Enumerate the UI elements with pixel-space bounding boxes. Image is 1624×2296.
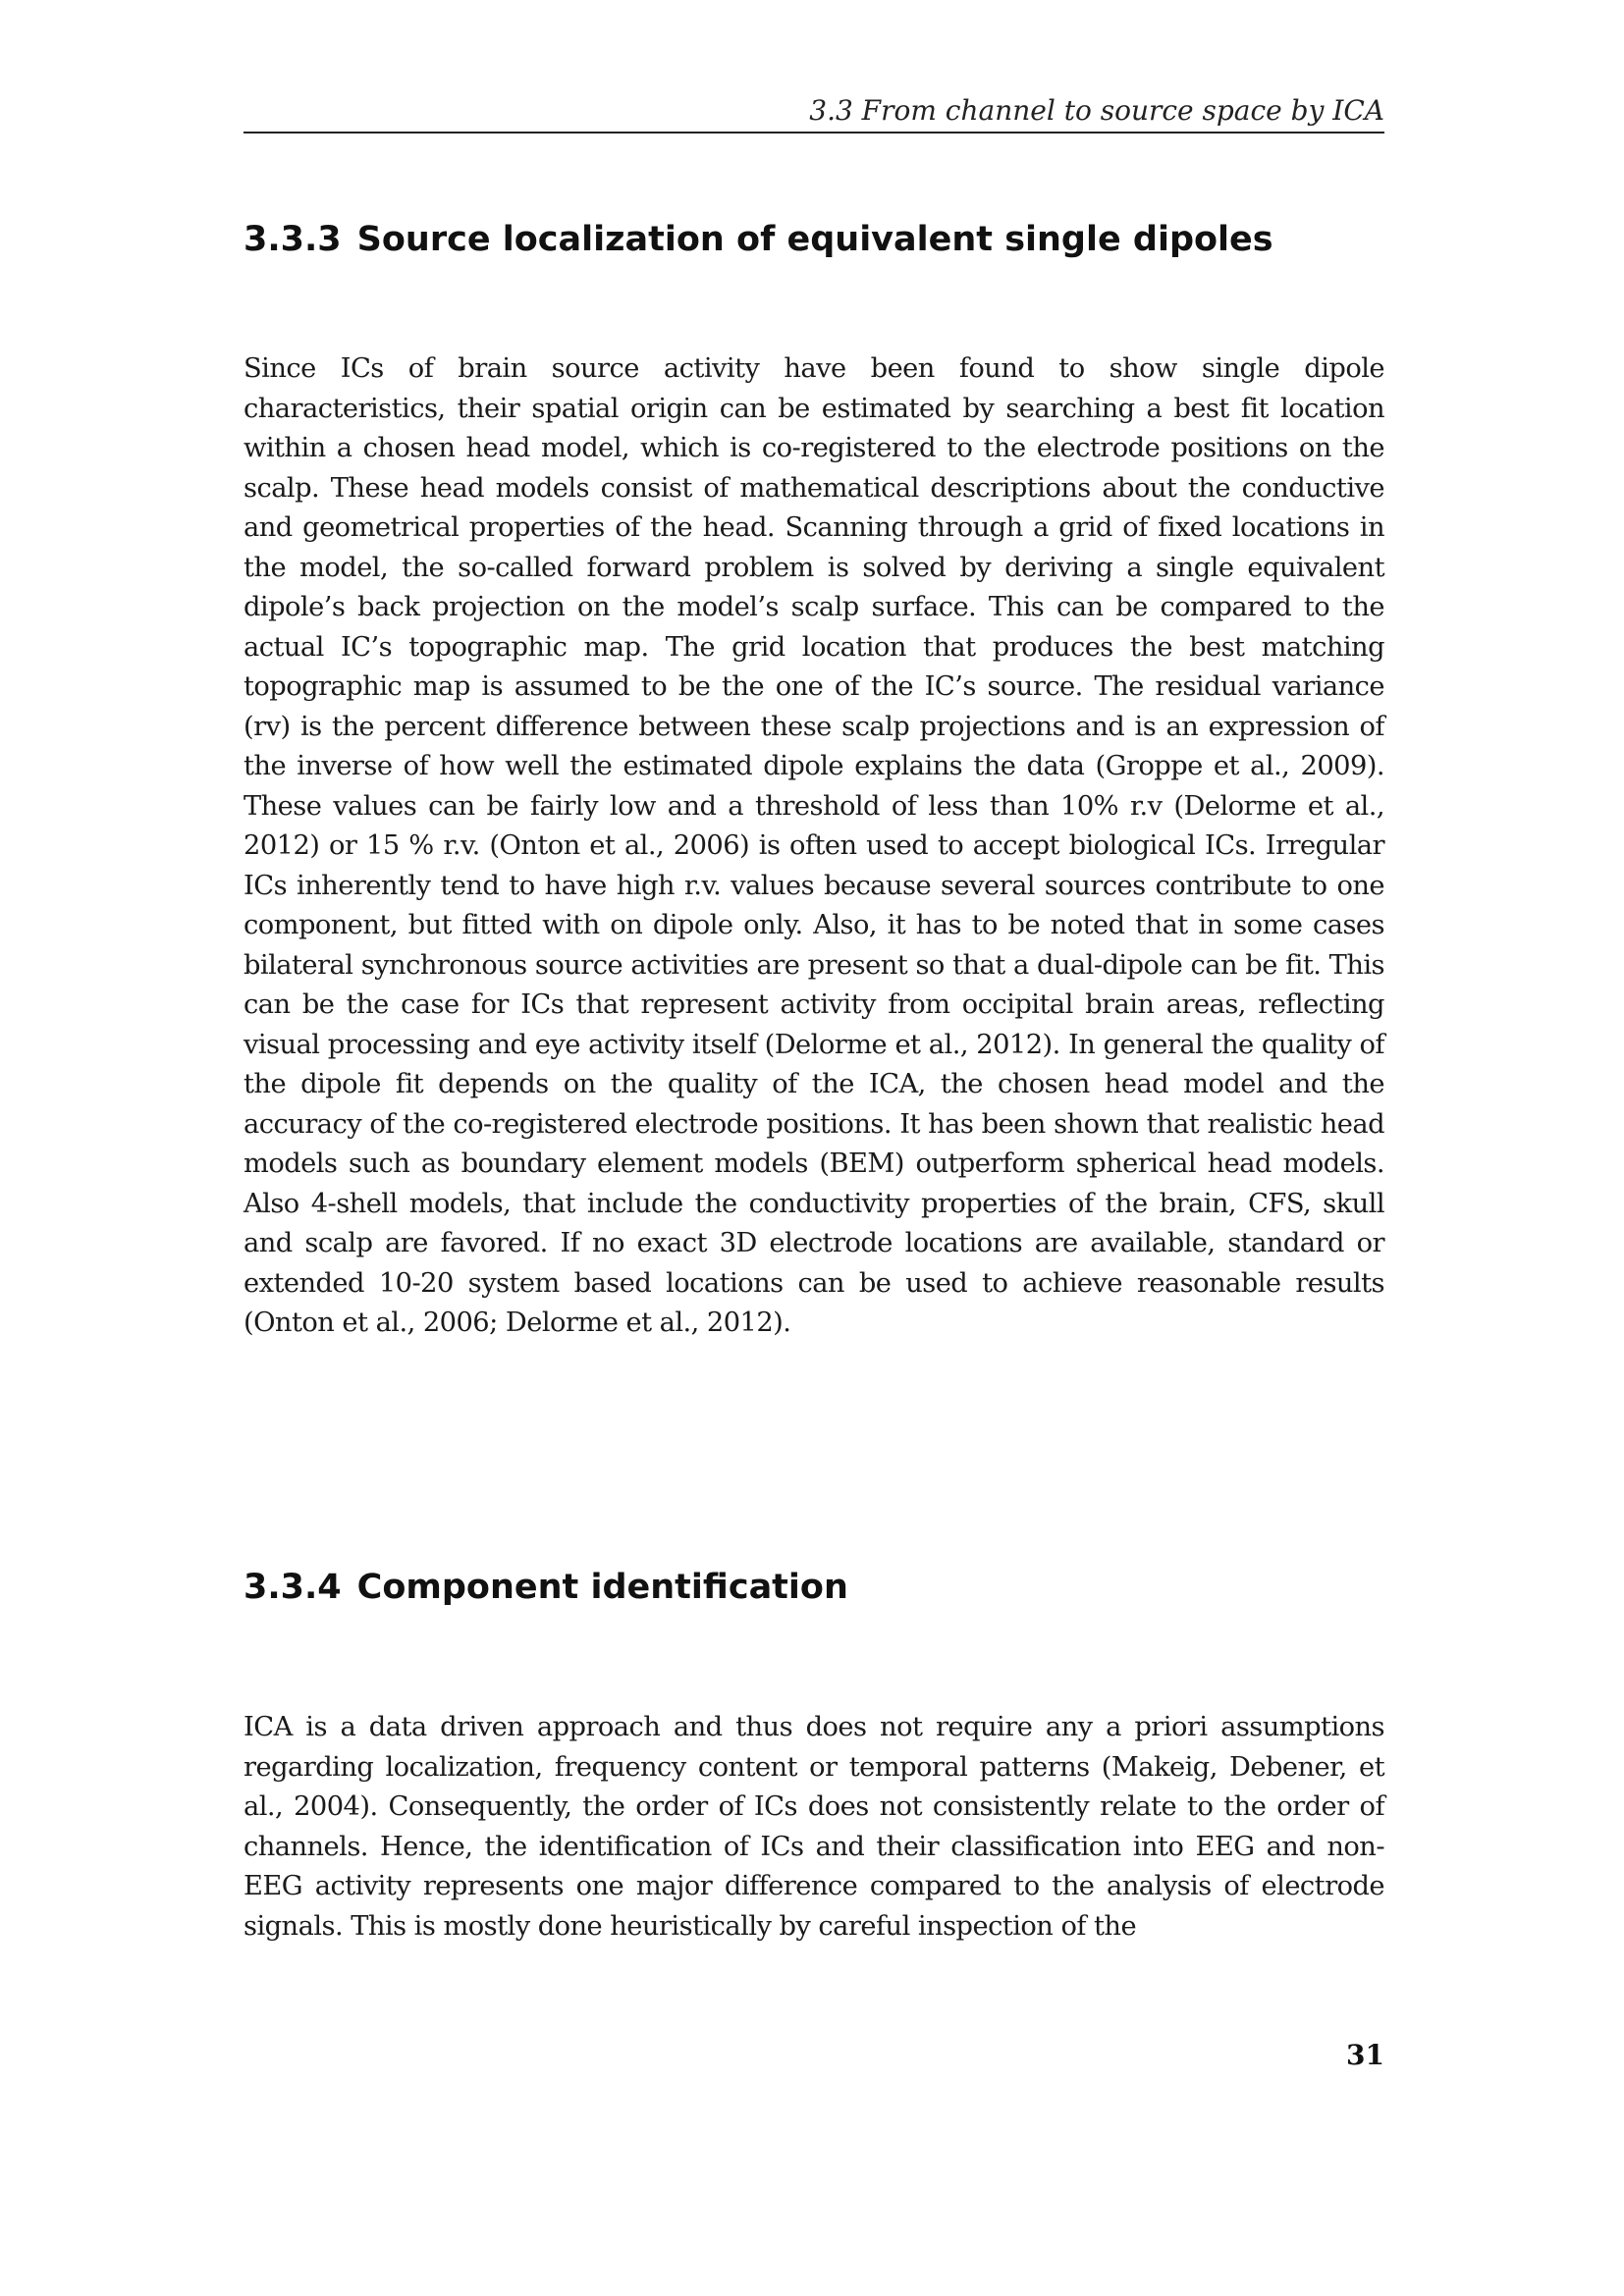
page-number: 31 bbox=[1346, 2039, 1384, 2071]
running-header-title: 3.3 From channel to source space by ICA bbox=[809, 94, 1384, 127]
section-heading-3-3-3 bbox=[244, 218, 1273, 261]
section-number: 3.3.4 bbox=[244, 1568, 342, 1608]
section-title: Source localization of equivalent single dipoles bbox=[356, 220, 1273, 260]
running-header bbox=[244, 94, 1384, 133]
body-paragraph-component-identification: ICA is a data driven approach and thus does not require any a priori assumptions regarding localization, frequency content or temporal patterns (Makeig, Debener, et al., 2004). Consequently, the order of ICs does not consistently relate to the order of channels. Hence, the identification of ICs and their classification into EEG and non-EEG activity represents one major difference compared to the analysis of electrode signals. This is mostly done heuristically by careful inspection of the bbox=[244, 1712, 1384, 1942]
section-heading-3-3-4 bbox=[244, 1566, 848, 1609]
body-paragraph-source-localization: Since ICs of brain source activity have been found to show single dipole characteristics, their spatial origin can be estimated by searching a best fit location within a chosen head model, which is co-registered to the electrode positions on the scalp. These head models consist of mathematical descriptions about the conductive and geometrical properties of the head. Scanning through a grid of fixed locations in the model, the so-called forward problem is solved by deriving a single equivalent dipole’s back projection on the model’s scalp surface. This can be compared to the actual IC’s topographic map. The grid location that produces the best matching topographic map is assumed to be the one of the IC’s source. The residual variance (rv) is the percent difference between these scalp projections and is an expression of the inverse of how well the estimated dipole explains the data (Groppe et al., 2009). These values can be fairly low and a threshold of less than 10% r.v (Delorme et al., 2012) or 15 % r.v. (Onton et al., 2006) is often used to accept biological ICs. Irregular ICs inherently tend to have high r.v. values because several sources contribute to one component, but fitted with on dipole only. Also, it has to be noted that in some cases bilateral synchronous source activities are present so that a dual-dipole can be fit. This can be the case for ICs that represent activity from occipital brain areas, reflecting visual processing and eye activity itself (Delorme et al., 2012). In general the quality of the dipole fit depends on the quality of the ICA, the chosen head model and the accuracy of the co-registered electrode positions. It has been shown that realistic head models such as boundary element models (BEM) outperform spherical head models. Also 4-shell models, that include the conductivity properties of the brain, CFS, skull and scalp are favored. If no exact 3D electrode locations are available, standard or extended 10-20 system based locations can be used to achieve reasonable results (Onton et al., 2006; Delorme et al., 2012). bbox=[244, 353, 1384, 1338]
section-title: Component identification bbox=[356, 1568, 848, 1608]
section-number: 3.3.3 bbox=[244, 220, 342, 260]
